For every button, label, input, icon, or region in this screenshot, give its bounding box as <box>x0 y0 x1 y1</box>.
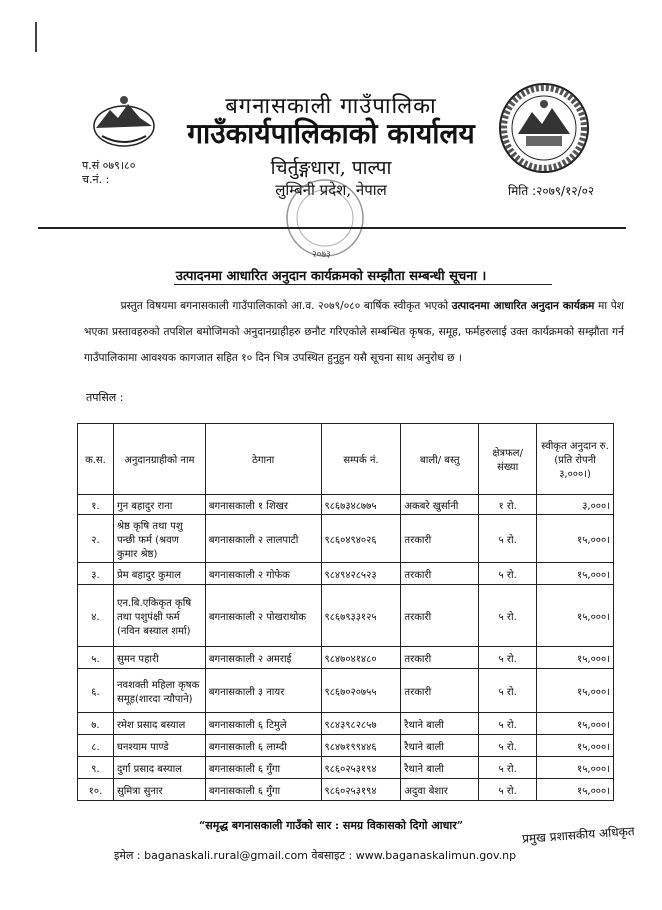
cell-address: बगनासकाली ६ टिमुले <box>205 713 321 735</box>
cell-name: घनश्याम पाण्डे <box>113 735 205 757</box>
cell-sn: ३. <box>78 563 114 585</box>
cell-crop: रैथाने बाली <box>401 713 479 735</box>
cell-phone: ९८६७३४८७७५ <box>321 495 401 515</box>
office-location: चिर्तुङ्गधारा, पाल्पा <box>270 157 392 179</box>
cell-name: सुमित्रा सुनार <box>113 779 205 801</box>
cell-sn: ६. <box>78 669 114 713</box>
cell-amount: १५,०००। <box>537 779 614 801</box>
cell-area: ५ रो. <box>479 735 537 757</box>
col-name: अनुदानग्राहीको नाम <box>113 424 205 495</box>
table-row <box>78 495 614 515</box>
cell-address: बगनासकाली ३ नायर <box>205 669 321 713</box>
footer-motto: “समृद्ध बगनासकाली गाउँको सार : समग्र विकासको दिगो आधार” <box>198 819 464 832</box>
cell-phone: ९८४९४२८५२३ <box>321 563 401 585</box>
cell-name: श्रेष्ठ कृषि तथा पशु पन्छी फर्म (श्रवण कुमार श्रेष्ठ) <box>113 515 205 563</box>
table-row <box>78 713 614 735</box>
cell-address: बगनासकाली १ शिखर <box>205 495 321 515</box>
cell-crop: तरकारी <box>401 585 479 647</box>
cell-name: नवशक्ती महिला कृषक समूह(शारदा न्यौपाने) <box>113 669 205 713</box>
body-part-2: मा पेश भएका प्रस्तावहरुको तपशिल बमोजिमको अनुदानग्राहीहरु छनौट गरिएकोले सम्बन्धित कृषक, समूह, फर्महरुलाई उक्त कार्यक्रमको सम्झौता गर्न गाउँपालिकामा आवश्यक कागजात सहित १० दिन भित्र उपस्थित हुनुहुन यसै सूचना साथ अनुरोध छ । <box>84 300 624 364</box>
cell-crop: रैथाने बाली <box>401 757 479 779</box>
cell-crop: तरकारी <box>401 515 479 563</box>
cell-address: बगनासकाली २ लालपाटी <box>205 515 321 563</box>
cell-crop: रैथाने बाली <box>401 735 479 757</box>
notice-subject: उत्पादनमा आधारित अनुदान कार्यक्रमको सम्झौता सम्बन्धी सूचना । <box>175 269 487 284</box>
office-name: गाउँकार्यपालिकाको कार्यालय <box>187 117 475 150</box>
cell-amount: १५,०००। <box>537 757 614 779</box>
table-row <box>78 585 614 647</box>
cell-phone: ९८६७९३३१२५ <box>321 585 401 647</box>
subject-underline <box>174 284 552 285</box>
table-row <box>78 735 614 757</box>
municipality-name: बगनासकाली गाउँपालिका <box>225 94 437 119</box>
cell-area: ५ रो. <box>479 647 537 669</box>
cell-phone: ९८६०२५३१९४ <box>321 779 401 801</box>
cell-phone: ९८६०२५३१९४ <box>321 757 401 779</box>
cell-name: दुर्गा प्रसाद बस्याल <box>113 757 205 779</box>
cell-sn: २. <box>78 515 114 563</box>
cell-amount: ३,०००। <box>537 495 614 515</box>
cell-sn: ९. <box>78 757 114 779</box>
cell-sn: १०. <box>78 779 114 801</box>
cell-name: रमेश प्रसाद बस्याल <box>113 713 205 735</box>
beneficiary-table <box>77 423 614 801</box>
cell-address: बगनासकाली २ पोखराथोक <box>205 585 321 647</box>
col-phone: सम्पर्क नं. <box>321 424 401 495</box>
table-header-row <box>78 424 614 495</box>
cell-phone: ९८४७०४१४८० <box>321 647 401 669</box>
cell-phone: ९८६०४९४०२६ <box>321 515 401 563</box>
program-name: उत्पादनमा आधारित अनुदान कार्यक्रम <box>451 300 595 312</box>
col-serial: क.स. <box>78 424 114 495</box>
cell-area: १ रो. <box>479 495 537 515</box>
table-row <box>78 779 614 801</box>
details-label: तपसिल : <box>86 391 124 404</box>
table-row <box>78 647 614 669</box>
cell-amount: १५,०००। <box>537 713 614 735</box>
cell-crop: अदुवा बेशार <box>401 779 479 801</box>
contact-line <box>114 848 516 863</box>
cell-sn: ७. <box>78 713 114 735</box>
website-label: वेबसाइट : <box>307 849 356 862</box>
cell-area: ५ रो. <box>479 779 537 801</box>
cell-phone: ९८४३९८२८५७ <box>321 713 401 735</box>
province-country: लुम्बिनी प्रदेश, नेपाल <box>275 181 387 199</box>
notice-body <box>84 293 624 371</box>
table-row <box>78 669 614 713</box>
cell-name: एन.बि.एकिकृत कृषि तथा पशुपंक्षी फर्म (नविन बस्याल शर्मा) <box>113 585 205 647</box>
cell-amount: १५,०००। <box>537 647 614 669</box>
table-row <box>78 563 614 585</box>
cell-name: प्रेम बहादुर कुमाल <box>113 563 205 585</box>
margin-mark <box>35 22 37 52</box>
col-address: ठेगाना <box>205 424 321 495</box>
cell-name: सुमन पहारी <box>113 647 205 669</box>
header-divider <box>38 227 626 229</box>
cell-crop: अकबरे खुर्सानी <box>401 495 479 515</box>
cell-amount: १५,०००। <box>537 735 614 757</box>
cell-address: बगनासकाली २ अमराई <box>205 647 321 669</box>
cell-sn: ८. <box>78 735 114 757</box>
cell-address: बगनासकाली २ गोफेक <box>205 563 321 585</box>
table-row <box>78 515 614 563</box>
email-address[interactable]: baganaskali.rural@gmail.com <box>144 849 308 862</box>
cell-sn: १. <box>78 495 114 515</box>
cell-crop: तरकारी <box>401 647 479 669</box>
cell-amount: १५,०००। <box>537 585 614 647</box>
cell-amount: १५,०००। <box>537 669 614 713</box>
col-crop: बाली/ बस्तु <box>401 424 479 495</box>
website-link[interactable]: www.baganaskalimun.gov.np <box>355 849 517 862</box>
cell-phone: ९८४७१९९४४६ <box>321 735 401 757</box>
body-part-1: प्रस्तुत विषयमा बगनासकाली गाउँपालिकाको आ.व. २०७९/०८० बार्षिक स्वीकृत भएको <box>120 300 452 312</box>
cell-area: ५ रो. <box>479 515 537 563</box>
letter-date: मिति :२०७९/१२/०२ <box>508 184 595 198</box>
cell-name: गुन बहादुर राना <box>113 495 205 515</box>
cell-address: बगनासकाली ६ गुँगा <box>205 779 321 801</box>
cell-area: ५ रो. <box>479 585 537 647</box>
cell-crop: तरकारी <box>401 563 479 585</box>
table-row <box>78 757 614 779</box>
cell-area: ५ रो. <box>479 713 537 735</box>
cell-area: ५ रो. <box>479 669 537 713</box>
cell-amount: १५,०००। <box>537 563 614 585</box>
cell-crop: तरकारी <box>401 669 479 713</box>
stamp-year: २०७३ <box>312 250 331 260</box>
cell-phone: ९८६७०२०७५५ <box>321 669 401 713</box>
dispatch-number: च.नं. : <box>82 173 110 186</box>
cell-sn: ५. <box>78 647 114 669</box>
col-amount: स्वीकृत अनुदान रु. (प्रति रोपनी ३,०००।) <box>537 424 614 495</box>
signatory-title: प्रमुख प्रशासकीय अधिकृत <box>521 824 636 846</box>
cell-address: बगनासकाली ६ लाम्दी <box>205 735 321 757</box>
cell-address: बगनासकाली ६ गुँगा <box>205 757 321 779</box>
cell-amount: १५,०००। <box>537 515 614 563</box>
cell-area: ५ रो. <box>479 563 537 585</box>
email-label: इमेल : <box>114 849 145 862</box>
letter-number: प.सं ०७९।८० <box>82 159 136 172</box>
cell-area: ५ रो. <box>479 757 537 779</box>
col-area: क्षेत्रफल/ संख्या <box>479 424 537 495</box>
cell-sn: ४. <box>78 585 114 647</box>
